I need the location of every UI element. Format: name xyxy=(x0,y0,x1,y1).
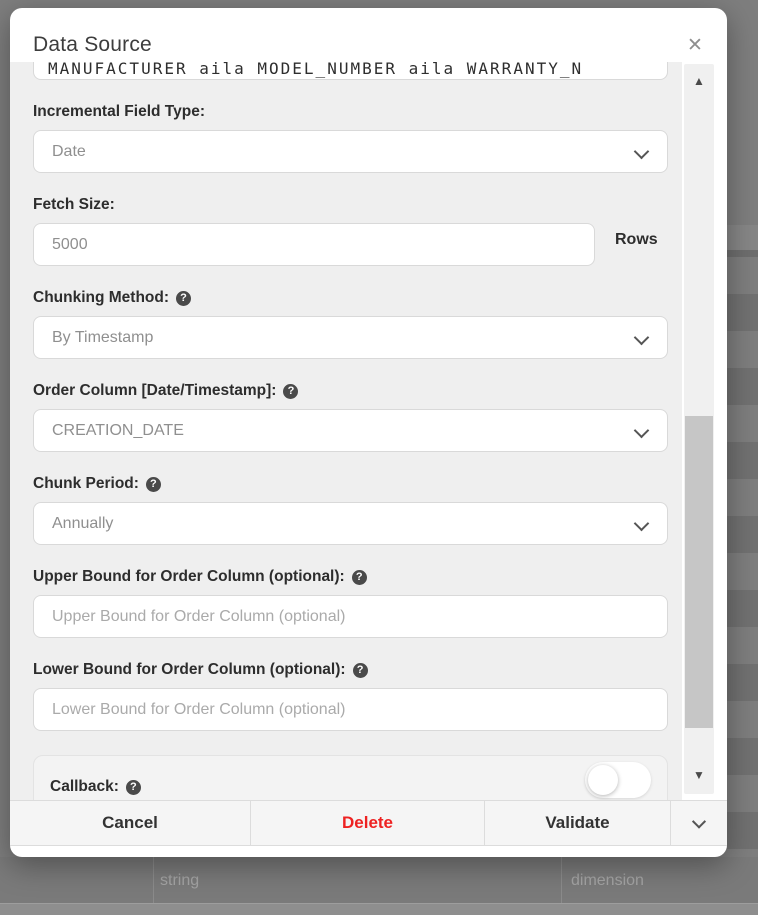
close-icon[interactable]: ✕ xyxy=(687,35,703,56)
modal-scrollbar[interactable] xyxy=(684,64,714,794)
chevron-down-icon xyxy=(634,516,650,532)
delete-button[interactable]: Delete xyxy=(250,801,484,845)
chevron-down-icon xyxy=(692,815,706,829)
fetch-size-label: Fetch Size: xyxy=(33,196,115,213)
help-icon[interactable]: ? xyxy=(283,384,298,399)
clipped-columns-field[interactable] xyxy=(33,62,668,80)
more-actions-button[interactable] xyxy=(670,801,727,845)
lower-bound-input[interactable] xyxy=(52,701,649,719)
background-column-divider xyxy=(153,857,154,903)
scroll-up-icon[interactable]: ▲ xyxy=(693,74,705,88)
background-cell-dimension: dimension xyxy=(571,872,644,889)
background-table-stripes xyxy=(727,0,758,857)
lower-bound-field xyxy=(33,688,668,731)
modal-body xyxy=(10,62,682,800)
lower-bound-label: Lower Bound for Order Column (optional): ? xyxy=(33,661,668,679)
help-icon[interactable]: ? xyxy=(146,477,161,492)
chevron-down-icon xyxy=(634,423,650,439)
order-column-value: CREATION_DATE xyxy=(52,421,184,439)
fetch-size-input[interactable] xyxy=(52,236,576,254)
help-icon[interactable]: ? xyxy=(126,780,141,795)
chevron-down-icon xyxy=(634,330,650,346)
incremental-field-type-label: Incremental Field Type: xyxy=(33,103,205,120)
chunk-period-select[interactable] xyxy=(33,502,668,545)
chunking-method-value: By Timestamp xyxy=(52,328,154,346)
background-row-divider xyxy=(0,903,758,915)
background-column-divider xyxy=(561,857,562,903)
background-table-row xyxy=(0,857,758,914)
scrollbar-thumb[interactable] xyxy=(685,416,713,728)
incremental-field-type-value: Date xyxy=(52,142,86,160)
chunking-method-select[interactable] xyxy=(33,316,668,359)
fetch-size-unit: Rows xyxy=(615,231,658,248)
callback-toggle[interactable] xyxy=(585,762,651,798)
order-column-select[interactable] xyxy=(33,409,668,452)
cancel-button[interactable]: Cancel xyxy=(102,813,158,832)
scroll-down-icon[interactable]: ▼ xyxy=(693,768,705,782)
incremental-field-type-select[interactable] xyxy=(33,130,668,173)
upper-bound-input[interactable] xyxy=(52,608,649,626)
upper-bound-label: Upper Bound for Order Column (optional): ? xyxy=(33,568,668,586)
form-content xyxy=(33,62,668,800)
chunking-method-label: Chunking Method: ? xyxy=(33,289,668,307)
help-icon[interactable]: ? xyxy=(176,291,191,306)
modal-title: Data Source xyxy=(33,33,152,56)
chevron-down-icon xyxy=(634,144,650,160)
fetch-size-row xyxy=(33,214,668,266)
chunk-period-value: Annually xyxy=(52,514,114,532)
clipped-columns-text: MANUFACTURER aila MODEL_NUMBER aila WARRANTY_N xyxy=(48,62,584,78)
background-cell-string: string xyxy=(160,872,200,889)
upper-bound-field xyxy=(33,595,668,638)
fetch-size-field xyxy=(33,223,595,266)
modal-footer xyxy=(10,800,727,846)
help-icon[interactable]: ? xyxy=(353,663,368,678)
validate-button[interactable]: Validate xyxy=(484,801,670,845)
callback-card xyxy=(33,755,668,800)
callback-label: Callback: ? xyxy=(50,778,141,796)
toggle-knob xyxy=(588,765,618,795)
help-icon[interactable]: ? xyxy=(352,570,367,585)
data-source-modal xyxy=(10,8,727,857)
order-column-label: Order Column [Date/Timestamp]: ? xyxy=(33,382,668,400)
chunk-period-label: Chunk Period: ? xyxy=(33,475,668,493)
